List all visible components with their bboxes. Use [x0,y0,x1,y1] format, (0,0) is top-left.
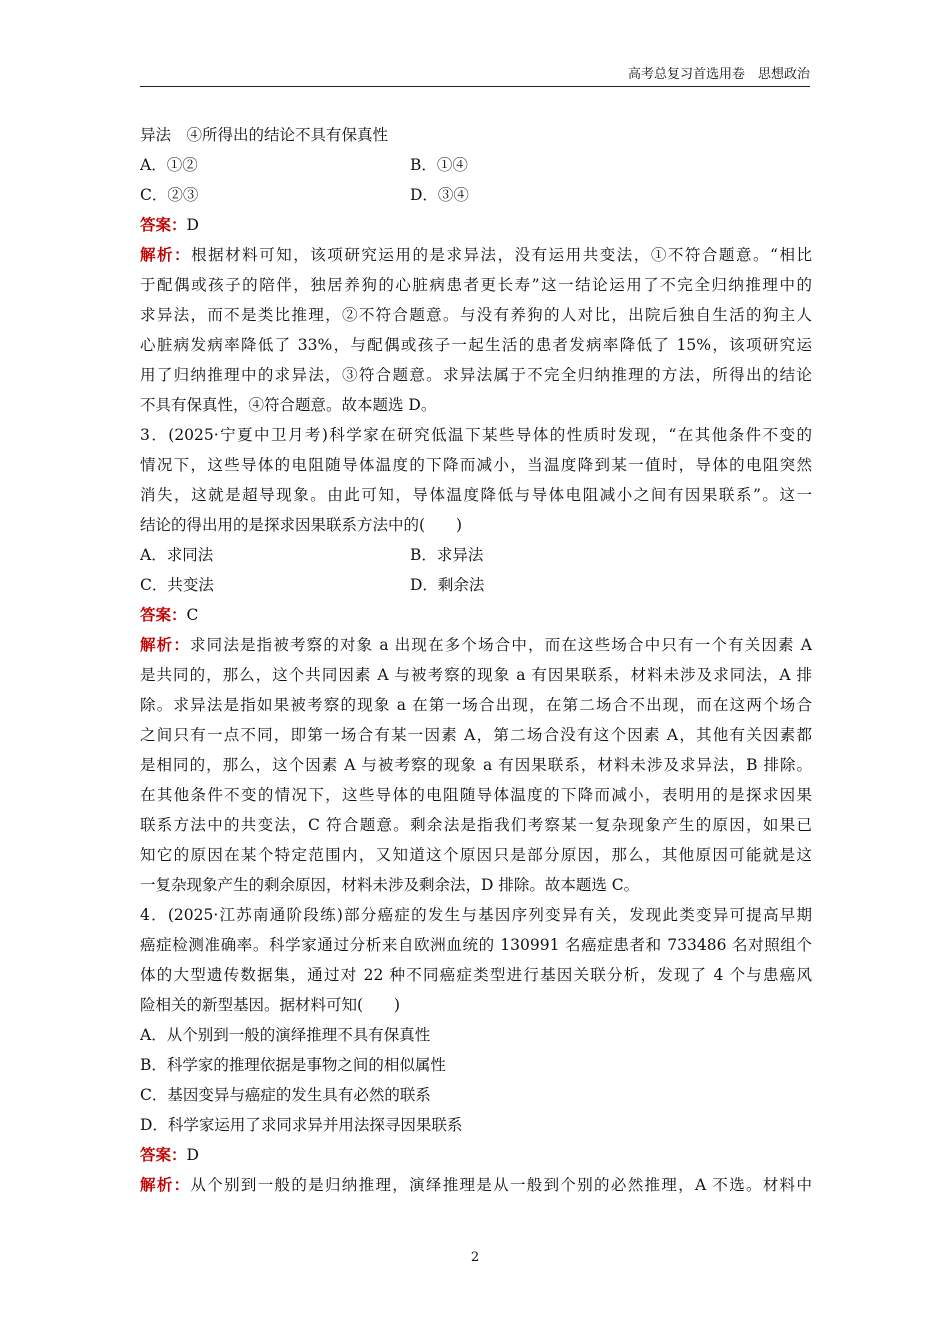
question-line: 癌症检测准确率。科学家通过分析来自欧洲血统的 130991 名癌症患者和 733486 名对照组个 [140,936,812,954]
answer-label: 答案： [140,605,187,624]
analysis-line: 心脏病发病率降低了 33%，与配偶或孩子一起生活的患者发病率降低了 15%，该项研究运 [140,336,812,354]
answer-value: D [186,216,199,234]
analysis-line: 是共同的，那么，这个共同因素 A 与被考察的现象 a 有因果联系，材料未涉及求同法，A 排 [140,666,812,684]
analysis-line: 不具有保真性，④符合题意。故本题选 D。 [140,396,437,414]
analysis-line [140,240,812,270]
option-d: D．③④ [410,186,469,204]
page-content [140,120,812,1200]
header-title: 高考总复习首选用卷 思想政治 [627,67,810,82]
option-b: B．科学家的推理依据是事物之间的相似属性 [140,1056,446,1074]
answer-line [140,1140,812,1170]
question-line: 结论的得出用的是探求因果联系方法中的( ) [140,516,463,534]
analysis-line: 用了归纳推理中的求异法，③符合题意。求异法属于不完全归纳推理的方法，所得出的结论 [140,366,812,384]
option-d: D．剩余法 [410,576,485,594]
question-line: 3．(2025·宁夏中卫月考)科学家在研究低温下某些导体的性质时发现，“在其他条件不变的 [140,426,812,444]
answer-value: C [186,606,199,624]
analysis-line: 知它的原因在某个特定范围内，又知道这个原因只是部分原因，那么，其他原因可能就是这 [140,846,812,864]
question-line: 体的大型遗传数据集，通过对 22 种不同癌症类型进行基因关联分析，发现了 4 个与患癌风 [140,966,812,984]
question-line: 情况下，这些导体的电阻随导体温度的下降而减小，当温度降到某一值时，导体的电阻突然 [140,456,812,474]
option-a: A．从个别到一般的演绎推理不具有保真性 [140,1026,431,1044]
text-line: 异法 ④所得出的结论不具有保真性 [140,126,389,144]
analysis-line: 求异法，而不是类比推理，②不符合题意。与没有养狗的人对比，出院后独自生活的狗主人 [140,306,812,324]
options-row [140,150,812,180]
page-number: 2 [470,1250,480,1265]
analysis-line: 除。求异法是指如果被考察的现象 a 在第一场合出现，在第二场合不出现，而在这两个场合 [140,696,812,714]
question-line: 4．(2025·江苏南通阶段练)部分癌症的发生与基因序列变异有关，发现此类变异可提高早期 [140,906,812,924]
answer-label: 答案： [140,1145,187,1164]
question-line: 险相关的新型基因。据材料可知( ) [140,996,401,1014]
option-b: B．求异法 [410,546,484,564]
analysis-text: 根据材料可知，该项研究运用的是求异法，没有运用共变法，①不符合题意。“相比 [191,246,812,264]
answer-label: 答案： [140,215,187,234]
analysis-label: 解析： [140,1175,191,1194]
analysis-line [140,630,812,660]
option-c: C．②③ [140,186,199,204]
analysis-label: 解析： [140,635,190,654]
analysis-line [140,1170,812,1200]
options-row [140,540,812,570]
analysis-label: 解析： [140,245,192,264]
analysis-line: 联系方法中的共变法，C 符合题意。剩余法是指我们考察某一复杂现象产生的原因，如果已 [140,816,812,834]
answer-line [140,600,812,630]
option-a: A．①② [140,156,198,174]
analysis-line: 是相同的，那么，这个因素 A 与被考察的现象 a 有因果联系，材料未涉及求异法，B 排除。 [140,756,812,774]
option-c: C．基因变异与癌症的发生具有必然的联系 [140,1086,431,1104]
options-row [140,570,812,600]
option-d: D．科学家运用了求同求异并用法探寻因果联系 [140,1116,463,1134]
option-c: C．共变法 [140,576,214,594]
analysis-line: 之间只有一点不同，即第一场合有某一因素 A，第二场合没有这个因素 A，其他有关因素都 [140,726,812,744]
analysis-line: 在其他条件不变的情况下，这些导体的电阻随导体温度的下降而减小，表明用的是探求因果 [140,786,812,804]
question-line: 消失，这就是超导现象。由此可知，导体温度降低与导体电阻减小之间有因果联系”。这一 [140,486,812,504]
options-row [140,180,812,210]
option-a: A．求同法 [140,546,214,564]
analysis-line: 一复杂现象产生的剩余原因，材料未涉及剩余法，D 排除。故本题选 C。 [140,876,640,894]
answer-value: D [186,1146,199,1164]
analysis-text: 求同法是指被考察的对象 a 出现在多个场合中，而在这些场合中只有一个有关因素 A [190,636,812,654]
answer-line [140,210,812,240]
page-header [140,64,810,87]
analysis-line: 于配偶或孩子的陪伴，独居养狗的心脏病患者更长寿”这一结论运用了不完全归纳推理中的 [140,276,812,294]
analysis-text: 从个别到一般的是归纳推理，演绎推理是从一般到个别的必然推理，A 不选。材料中 [190,1176,812,1194]
option-b: B．①④ [410,156,468,174]
